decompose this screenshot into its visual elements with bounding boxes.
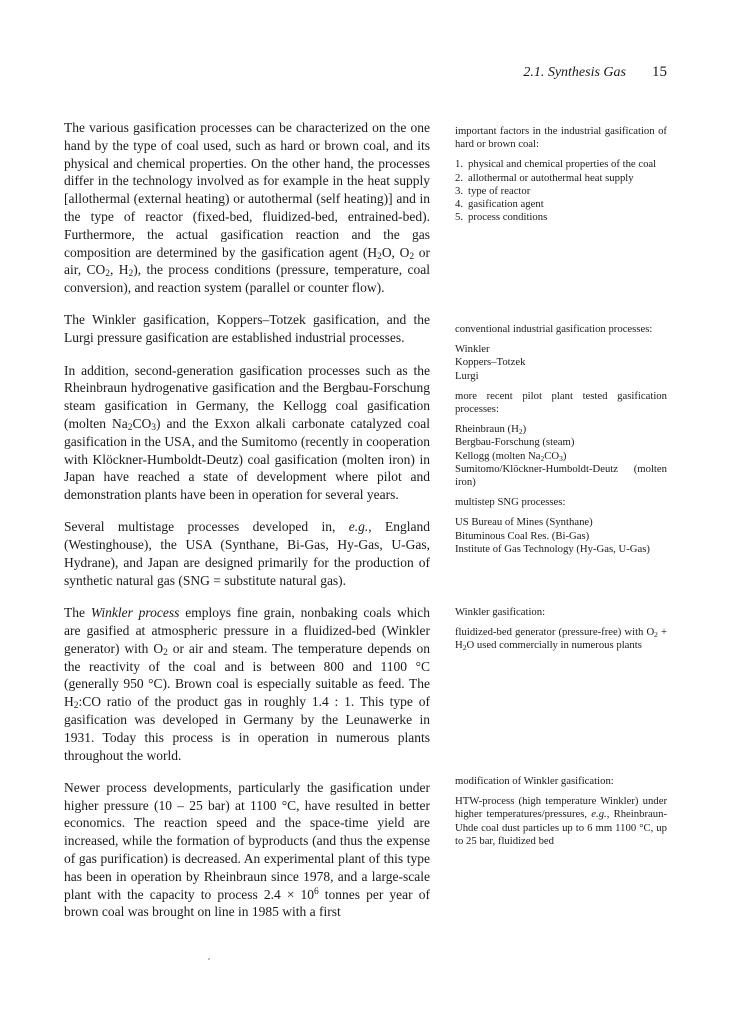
pilot-list [455,423,667,489]
list-item: Koppers–Totzek [455,356,526,369]
paragraph-established-processes: The Winkler gasification, Koppers–Totzek gasification, and the Lurgi pressure gasification are established industrial processes. [64,312,430,346]
list-item: Winkler [455,343,490,356]
list-item: 4. gasification agent [455,198,544,211]
running-header [523,64,667,81]
list-item: Institute of Gas Technology (Hy-Gas, U-Gas) [455,542,650,555]
paragraph-second-generation: In addition, second-generation gasification processes such as the Rheinbraun hydrogenative gasification and the Bergbau-Forschung steam gasification in Germany, the Kellogg coal gasification (molten $Na_2CO_3$) and the Exxon alkali carbonate catalyzed coal gasification in the USA, and the Sumitomo (recently in cooperation with Klöckner-Humboldt-Deutz) coal gasification (molten iron) in Japan have reached a state of development where pilot and demonstration plants have been in operation for several years. [64,362,431,503]
scan-speck [208,958,210,960]
conventional-list [455,343,667,383]
margin-note-modification [455,775,667,848]
factors-title: important factors in the industrial gasification of hard or brown coal: [455,125,667,151]
modification-note: HTW-process (high temperature Winkler) under higher temperatures/pressures, e.g., Rheinbraun-Uhde coal dust particles up to 6 mm 1100 °C, up to 25 bar, fluidized bed [455,795,667,847]
list-item: 2. allothermal or autothermal heat supply [455,171,634,184]
list-item: Rheinbraun $(H_2)$ [455,423,527,437]
list-item: Bituminous Coal Res. (Bi-Gas) [455,529,590,542]
sng-list [455,516,667,556]
list-item: 3. type of reactor [455,184,531,197]
page-number: 15 [652,64,667,80]
margin-note-factors [455,125,667,224]
paragraph-newer-developments: Newer process developments, particularly the gasification under higher pressure (10 – 25 bar) at 1100 °C, have resulted in better economics. The reaction speed and the space-time yield are increased, while the formation of byproducts (and thus the expense of gas purification) is decreased. An experimental plant of this type has been in operation by Rheinbraun since 1978, and a large-scale plant with the capacity to process $2.4 \times 10^6$ tonnes per year of brown coal was brought on line in 1985 with a first [64,779,430,920]
main-text-column [64,119,430,936]
paragraph-gasification-characteristics: The various gasification processes can be characterized on the one hand by the type of coal used, such as hard or brown coal, and its physical and chemical properties. On the other hand, the processes differ in the technology involved as for example in the heat supply [allothermal (external heating) or autothermal (self heating)] and in the type of reactor (fixed-bed, fluidized-bed, entrained-bed). Furthermore, the actual gasification reaction and the gas composition are determined by the gasification agent ($H_2O$, $O_2$ or air, $CO_2$, $H_2$), the process conditions (pressure, temperature, coal conversion), and reaction system (parallel or counter flow). [64,120,431,296]
list-item: US Bureau of Mines (Synthane) [455,516,593,529]
list-item: Lurgi [455,369,479,382]
modification-title: modification of Winkler gasification: [455,775,614,787]
factors-list [455,158,667,224]
list-item: Kellogg (molten $Na_2CO_3$) [455,449,567,463]
margin-note-winkler [455,606,667,653]
conventional-title: conventional industrial gasification processes: [455,323,653,335]
list-item: 5. process conditions [455,211,548,224]
margin-note-processes [455,323,667,563]
section-title: 2.1. Synthesis Gas [523,65,626,80]
winkler-title: Winkler gasification: [455,606,546,618]
list-item: Bergbau-Forschung (steam) [455,436,575,449]
paragraph-multistage: Several multistage processes developed in, e.g., England (Westinghouse), the USA (Synthane, Bi-Gas, Hy-Gas, U-Gas, Hydrane), and Japan are designed primarily for the production of synthetic natural gas (SNG = substitute natural gas). [64,519,430,588]
list-item: 1. physical and chemical properties of the coal [455,158,657,171]
paragraph-winkler-process: The Winkler process employs fine grain, nonbaking coals which are gasified at atmospheric pressure in a fluidized-bed (Winkler generator) with $O_2$ or air and steam. The temperature depends on the reactivity of the coal and is between 800 and 1100 °C (generally 950 °C). Brown coal is especially suitable as feed. The $H_2:CO$ ratio of the product gas in roughly 1.4 : 1. This type of gasification was developed in Germany by the Leunawerke in 1931. Today this process is in operation in numerous plants throughout the world. [64,605,430,763]
sng-title: multistep SNG processes: [455,496,566,509]
pilot-title: more recent pilot plant tested gasification processes: [455,389,667,416]
winkler-note: fluidized-bed generator (pressure-free) with $O_2 + H_2O$ used commercially in numerous plants [455,626,668,653]
list-item: Sumitomo/Klöckner-Humboldt-Deutz (molten iron) [455,462,667,489]
